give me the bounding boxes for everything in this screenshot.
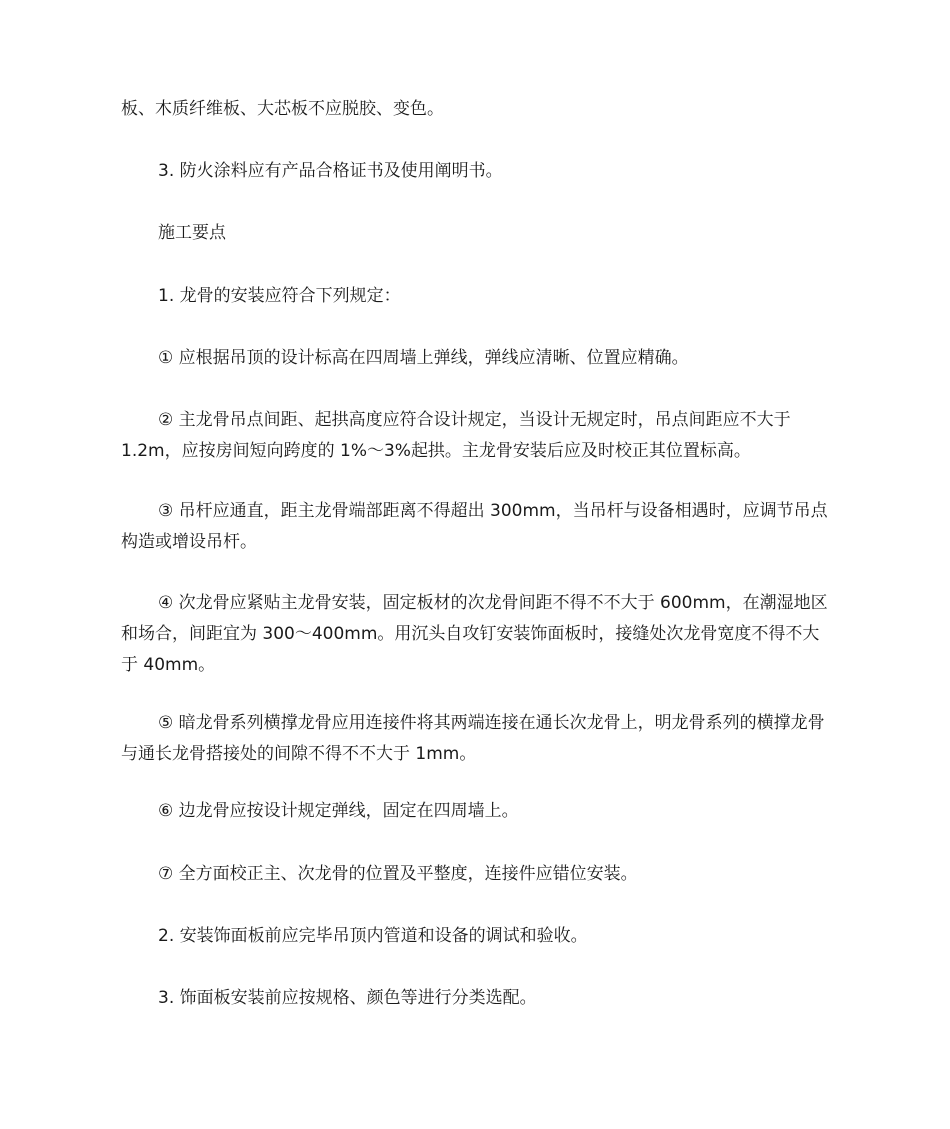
paragraph-subitem-7: ⑦ 全方面校正主、次龙骨的位置及平整度，连接件应错位安装。 — [158, 864, 638, 884]
paragraph-item-1-keel-installation: 1. 龙骨的安装应符合下列规定： — [158, 286, 401, 306]
paragraph-item-3-fireproof-coating: 3. 防火涂料应有产品合格证书及使用阐明书。 — [158, 161, 503, 181]
paragraph-subitem-5: ⑤ 暗龙骨系列横撑龙骨应用连接件将其两端连接在通长次龙骨上，明龙骨系列的横撑龙骨与通长龙骨搭接处的间隙不得不不大于 1mm。 — [121, 713, 825, 764]
paragraph-continuation: 板、木质纤维板、大芯板不应脱胶、变色。 — [121, 99, 444, 119]
paragraph-subitem-4: ④ 次龙骨应紧贴主龙骨安装，固定板材的次龙骨间距不得不不大于 600mm，在潮湿地区和场合，间距宜为 300～400mm。用沉头自攻钉安装饰面板时，接缝处次龙骨宽度不得不大于 40mm。 — [121, 593, 828, 675]
paragraph-item-3-panel-selection: 3. 饰面板安装前应按规格、颜色等进行分类选配。 — [158, 988, 537, 1008]
paragraph-subitem-6: ⑥ 边龙骨应按设计规定弹线，固定在四周墙上。 — [158, 801, 519, 821]
paragraph-subitem-1: ① 应根据吊顶的设计标高在四周墙上弹线，弹线应清晰、位置应精确。 — [158, 348, 689, 368]
paragraph-item-2-panel-installation: 2. 安装饰面板前应完毕吊顶内管道和设备的调试和验收。 — [158, 926, 588, 946]
paragraph-subitem-2: ② 主龙骨吊点间距、起拱高度应符合设计规定，当设计无规定时，吊点间距应不大于 1.2m，应按房间短向跨度的 1%～3%起拱。主龙骨安装后应及时校正其位置标高。 — [121, 410, 791, 461]
paragraph-subitem-3: ③ 吊杆应通直，距主龙骨端部距离不得超出 300mm，当吊杆与设备相遇时，应调节吊点构造或增设吊杆。 — [121, 501, 828, 552]
section-heading-construction-points: 施工要点 — [158, 223, 226, 243]
